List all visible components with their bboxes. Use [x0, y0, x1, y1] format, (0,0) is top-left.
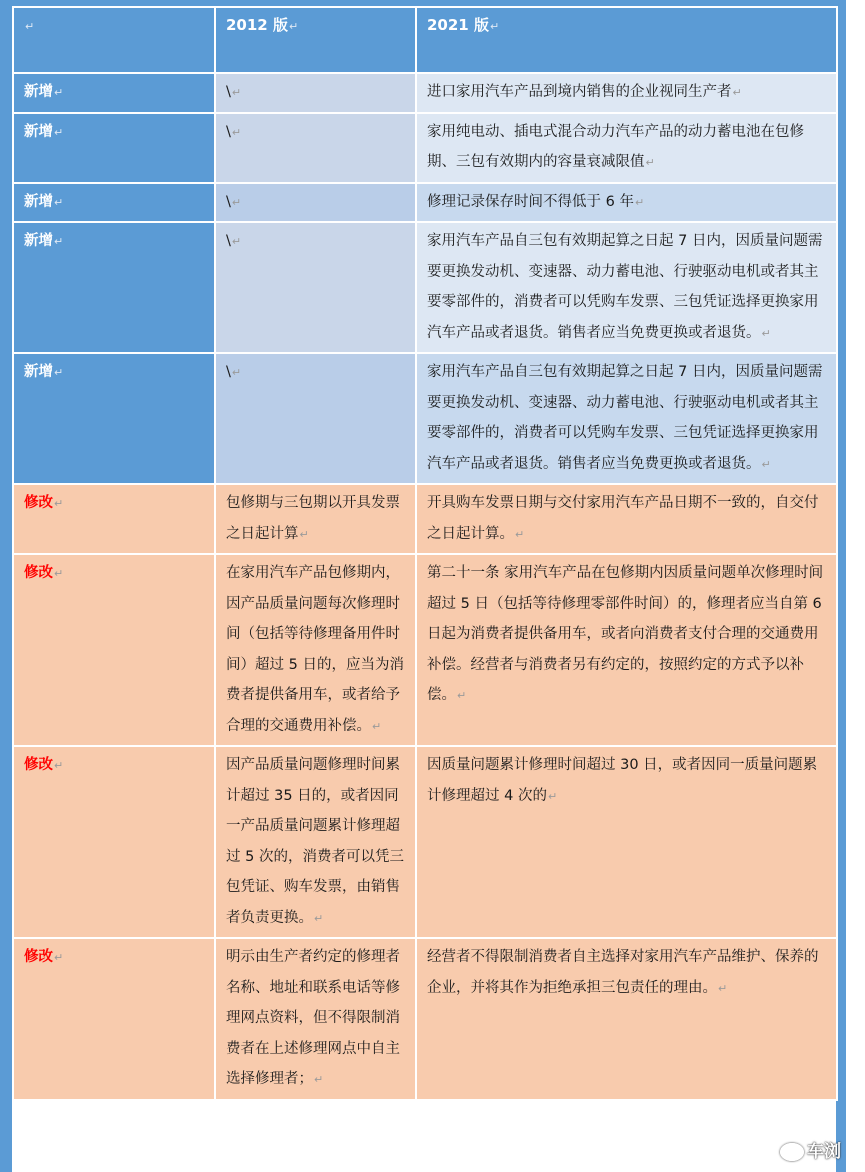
paragraph-mark-icon: ↵ [231, 86, 242, 99]
v2012-cell: 因产品质量问题修理时间累计超过 35 日的，或者因同一产品质量问题累计修理超过 5 次的，消费者可以凭三包凭证、购车发票，由销售者负责更换。↵ [215, 746, 416, 938]
paragraph-mark-icon: ↵ [634, 195, 645, 209]
paragraph-mark-icon: ↵ [54, 497, 64, 510]
paragraph-mark-icon: ↵ [645, 156, 655, 169]
table-row [13, 746, 837, 938]
table-row [13, 484, 837, 554]
table-row [13, 938, 837, 1100]
table-header-row [13, 7, 837, 73]
paragraph-mark-icon: ↵ [314, 911, 324, 925]
paragraph-mark-icon: ↵ [372, 719, 382, 733]
v2012-cell: 在家用汽车产品包修期内，因产品质量问题每次修理时间（包括等待修理备用件时间）超过 5 日的，应当为消费者提供备用车，或者给予合理的交通费用补偿。↵ [215, 554, 416, 746]
v2021-cell: 修理记录保存时间不得低于 6 年↵ [416, 183, 837, 223]
comparison-table [12, 6, 838, 1101]
left-border [0, 0, 12, 1172]
paragraph-mark-icon: ↵ [54, 951, 64, 964]
change-type-cell: 新增↵ [13, 353, 215, 484]
paragraph-mark-icon: ↵ [54, 86, 64, 99]
v2021-cell: 进口家用汽车产品到境内销售的企业视同生产者↵ [416, 73, 837, 113]
paragraph-mark-icon: ↵ [761, 326, 771, 340]
change-type-cell: 修改↵ [13, 484, 215, 554]
table-row [13, 554, 837, 746]
paragraph-mark-icon: ↵ [457, 689, 467, 702]
v2021-cell: 经营者不得限制消费者自主选择对家用汽车产品维护、保养的企业，并将其作为拒绝承担三包责任的理由。↵ [416, 938, 837, 1100]
change-type-cell: 修改↵ [13, 554, 215, 746]
paragraph-mark-icon: ↵ [54, 235, 64, 248]
paragraph-mark-icon: ↵ [732, 86, 742, 99]
v2012-cell: \↵ [215, 73, 416, 113]
v2012-cell: \↵ [215, 353, 416, 484]
paragraph-mark-icon: ↵ [761, 457, 771, 471]
paragraph-mark-icon: ↵ [231, 366, 242, 379]
v2012-cell: \↵ [215, 183, 416, 223]
v2012-cell: 包修期与三包期以开具发票之日起计算↵ [215, 484, 416, 554]
table-row [13, 183, 837, 223]
change-type-cell: 新增↵ [13, 222, 215, 353]
table-row [13, 222, 837, 353]
paragraph-mark-icon: ↵ [299, 527, 309, 541]
change-type-cell: 新增↵ [13, 73, 215, 113]
paragraph-mark-icon: ↵ [231, 125, 242, 139]
paragraph-mark-icon: ↵ [288, 20, 299, 33]
paragraph-mark-icon: ↵ [54, 195, 64, 209]
paragraph-mark-icon: ↵ [54, 567, 64, 580]
table-row [13, 73, 837, 113]
v2021-cell: 开具购车发票日期与交付家用汽车产品日期不一致的，自交付之日起计算。↵ [416, 484, 837, 554]
change-type-cell: 修改↵ [13, 938, 215, 1100]
paragraph-mark-icon: ↵ [547, 789, 558, 803]
table-row [13, 353, 837, 484]
paragraph-mark-icon: ↵ [515, 527, 525, 541]
paragraph-mark-icon: ↵ [54, 759, 64, 772]
paragraph-mark-icon: ↵ [231, 235, 242, 248]
watermark: 车浏 [780, 1137, 841, 1162]
v2021-cell: 第二十一条 家用汽车产品在包修期内因质量问题单次修理时间超过 5 日（包括等待修理零部件时间）的，修理者应当自第 6 日起为消费者提供备用车，或者向消费者支付合理的交通费用补偿。经营者与消费者另有约定的，按照约定的方式予以补偿。↵ [416, 554, 837, 746]
table-row [13, 113, 837, 183]
header-cell-2012: 2012 版↵ [215, 7, 416, 73]
paragraph-mark-icon: ↵ [718, 981, 728, 995]
paragraph-mark-icon: ↵ [314, 1073, 324, 1086]
v2012-cell: \↵ [215, 113, 416, 183]
paragraph-mark-icon: ↵ [54, 366, 64, 379]
paragraph-mark-icon: ↵ [231, 195, 242, 209]
v2012-cell: 明示由生产者约定的修理者名称、地址和联系电话等修理网点资料，但不得限制消费者在上述修理网点中自主选择修理者；↵ [215, 938, 416, 1100]
paragraph-mark-icon: ↵ [489, 20, 500, 33]
header-cell-2021: 2021 版↵ [416, 7, 837, 73]
change-type-cell: 修改↵ [13, 746, 215, 938]
change-type-cell: 新增↵ [13, 113, 215, 183]
v2021-cell: 家用汽车产品自三包有效期起算之日起 7 日内，因质量问题需要更换发动机、变速器、动力蓄电池、行驶驱动电机或者其主要零部件的，消费者可以凭购车发票、三包凭证选择更换家用汽车产品或者退货。销售者应当免费更换或者退货。↵ [416, 222, 837, 353]
v2021-cell: 家用纯电动、插电式混合动力汽车产品的动力蓄电池在包修期、三包有效期内的容量衰减限值↵ [416, 113, 837, 183]
v2021-cell: 家用汽车产品自三包有效期起算之日起 7 日内，因质量问题需要更换发动机、变速器、动力蓄电池、行驶驱动电机或者其主要零部件的，消费者可以凭购车发票、三包凭证选择更换家用汽车产品或者退货。销售者应当免费更换或者退货。↵ [416, 353, 837, 484]
header-cell-blank [13, 7, 215, 73]
weibo-logo-icon [780, 1143, 804, 1161]
change-type-cell: 新增↵ [13, 183, 215, 223]
paragraph-mark-icon: ↵ [25, 20, 35, 33]
v2012-cell: \↵ [215, 222, 416, 353]
paragraph-mark-icon: ↵ [54, 125, 64, 139]
v2021-cell: 因质量问题累计修理时间超过 30 日，或者因同一质量问题累计修理超过 4 次的↵ [416, 746, 837, 938]
